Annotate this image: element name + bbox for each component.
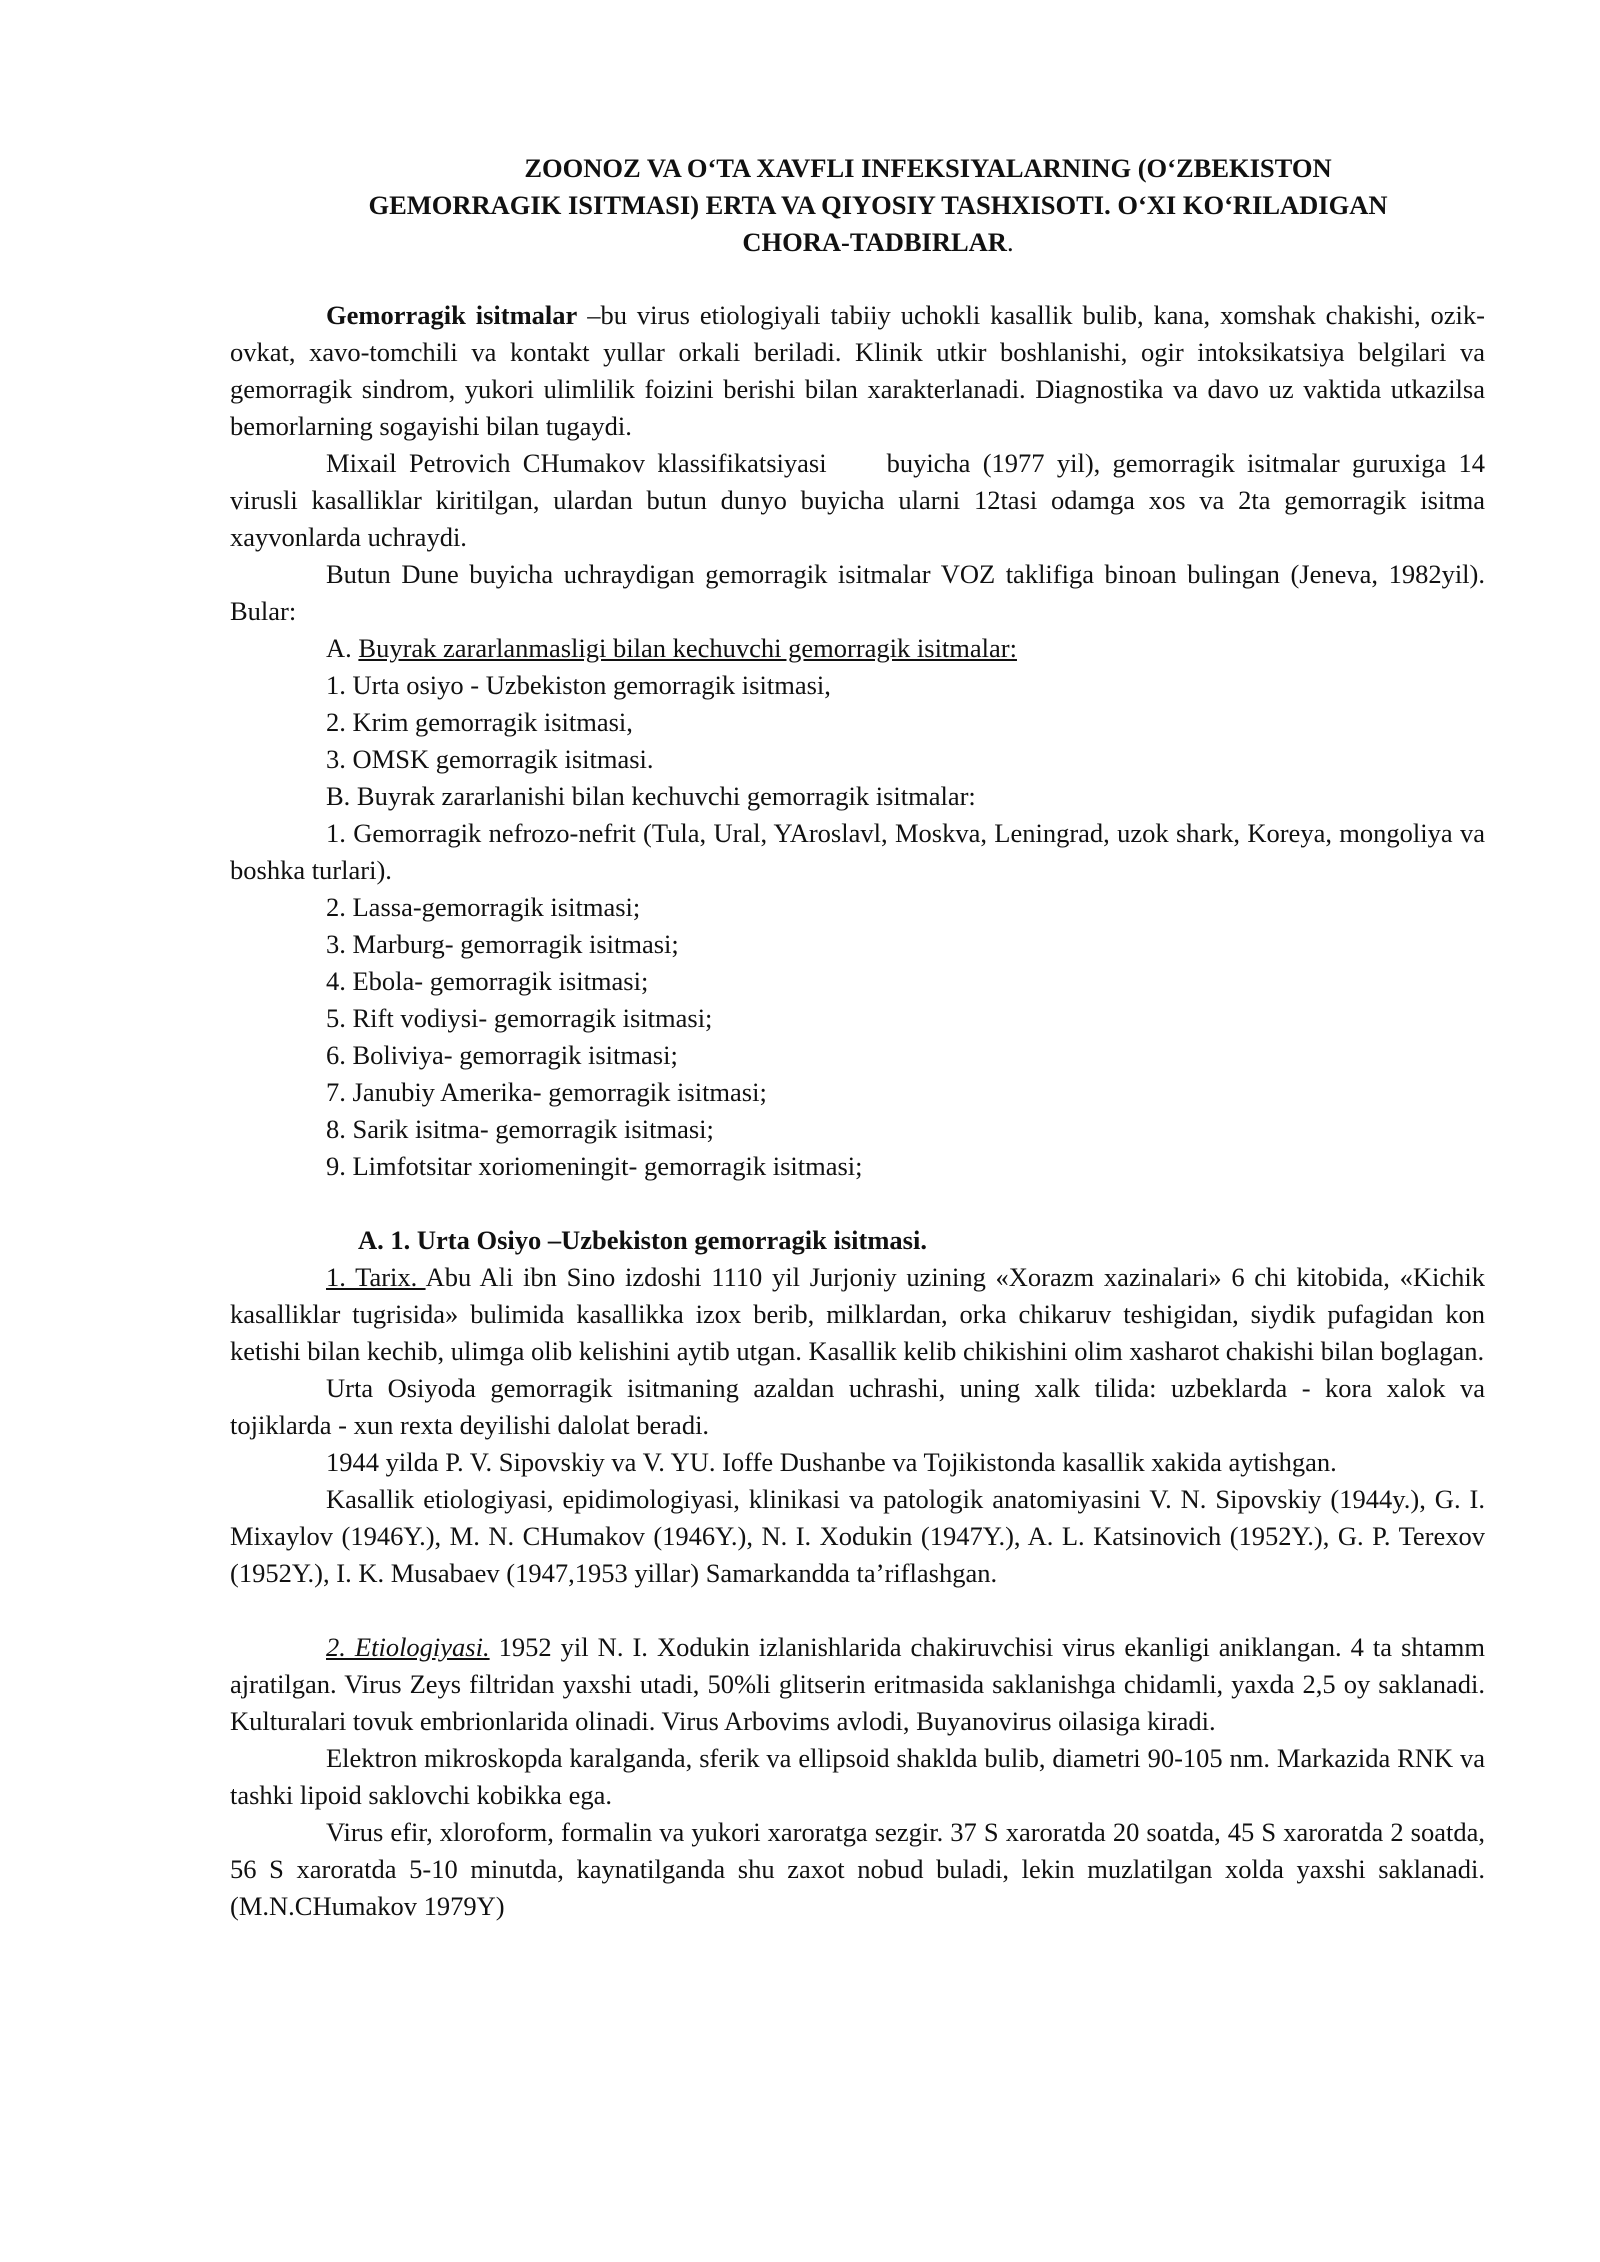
list-a-heading-text: Buyrak zararlanmasligi bilan kechuvchi gemorragik isitmalar: [358, 633, 1017, 663]
list-b-item: 5. Rift vodiysi- gemorragik isitmasi; [326, 1003, 713, 1033]
list-b-item: 3. Marburg- gemorragik isitmasi; [326, 929, 679, 959]
list-b-item: 1. Gemorragik nefrozo-nefrit (Tula, Ural, YAroslavl, Moskva, Leningrad, uzok shark, Koreya, mongoliya va boshka turlari). [230, 818, 1485, 885]
list-b-item: 4. Ebola- gemorragik isitmasi; [326, 966, 649, 996]
list-a-heading [230, 630, 1485, 667]
tarix-label: 1. Tarix. [326, 1262, 426, 1292]
section-a1-paragraph-7: Virus efir, xloroform, formalin va yukori xaroratga sezgir. 37 S xaroratda 20 soatda, 45 S xaroratda 2 soatda, 56 S xaroratda 5-10 minutda, kaynatilganda shu zaxot nobud buladi, lekin muzlatilgan xolda yaxshi saklanadi. (M.N.CHumakov 1979Y) [230, 1817, 1485, 1921]
document-title [228, 150, 1528, 261]
intro-paragraph-2-part-a: Mixail Petrovich CHumakov klassifikatsiyasi [326, 448, 827, 478]
list-a-prefix: A. [326, 633, 359, 663]
list-b-heading: B. Buyrak zararlanishi bilan kechuvchi gemorragik isitmalar: [326, 781, 976, 811]
list-b-item: 9. Limfotsitar xoriomeningit- gemorragik isitmasi; [326, 1151, 863, 1181]
etiologiyasi-paragraph [230, 1629, 1485, 1740]
list-b-item: 2. Lassa-gemorragik isitmasi; [326, 892, 641, 922]
intro-paragraph-2-part-b: buyicha (1977 yil), gemorragik isitmalar guruxiga 14 virusli kasalliklar kiritilgan, ulardan butun dunyo buyicha ularni 12tasi odamga xos va 2ta gemorragik isitma xayvonlarda uchraydi. [230, 448, 1485, 552]
intro-paragraph-3: Butun Dune buyicha uchraydigan gemorragik isitmalar VOZ taklifiga binoan bulingan (Jeneva, 1982yil). Bular: [230, 559, 1485, 626]
title-line-1: ZOONOZ VA OʻTA XAVFLI INFEKSIYALARNING (OʻZBEKISTON [524, 153, 1332, 183]
term-gemorragik-isitmalar: Gemorragik isitmalar [326, 300, 578, 330]
title-line-2: GEMORRAGIK ISITMASI) ERTA VA QIYOSIY TASHXISOTI. OʻXI KOʻRILADIGAN [368, 190, 1388, 220]
section-a1-paragraph-6: Elektron mikroskopda karalganda, sferik va ellipsoid shaklda bulib, diametri 90-105 nm. Markazida RNK va tashki lipoid saklovchi kobikka ega. [230, 1743, 1485, 1810]
list-b-item: 6. Boliviya- gemorragik isitmasi; [326, 1040, 678, 1070]
intro-paragraph-2 [230, 445, 1485, 556]
title-line-3 [228, 224, 1528, 261]
section-a1-paragraph-3: 1944 yilda P. V. Sipovskiy va V. YU. Ioffe Dushanbe va Tojikistonda kasallik xakida aytishgan. [326, 1447, 1337, 1477]
list-a-item: 3. OMSK gemorragik isitmasi. [326, 744, 654, 774]
intro-paragraph-1 [230, 297, 1485, 445]
list-a-item: 1. Urta osiyo - Uzbekiston gemorragik isitmasi, [326, 670, 831, 700]
title-line-3-period: . [1006, 227, 1014, 257]
intro-paragraph-1-text: –bu virus etiologiyali tabiiy uchokli kasallik bulib, kana, xomshak chakishi, ozik-ovkat, xavo-tomchili va kontakt yullar orkali beriladi. Klinik utkir boshlanishi, ogir intoksikatsiya belgilari va gemorragik sindrom, yukori ulimlilik foizini berishi bilan xarakterlanadi. Diagnostika va davo uz vaktida utkazilsa bemorlarning sogayishi bilan tugaydi. [230, 300, 1485, 441]
list-a-item: 2. Krim gemorragik isitmasi, [326, 707, 633, 737]
section-a1-heading: A. 1. Urta Osiyo –Uzbekiston gemorragik isitmasi. [358, 1225, 927, 1255]
section-a1-paragraph-4: Kasallik etiologiyasi, epidimologiyasi, klinikasi va patologik anatomiyasini V. N. Sipovskiy (1944y.), G. I. Mixaylov (1946Y.), M. N. CHumakov (1946Y.), N. I. Xodukin (1947Y.), A. L. Katsinovich (1952Y.), G. P. Terexov (1952Y.), I. K. Musabaev (1947,1953 yillar) Samarkandda ta’riflashgan. [230, 1484, 1485, 1588]
section-a1-paragraph-2: Urta Osiyoda gemorragik isitmaning azaldan uchrashi, uning xalk tilida: uzbeklarda - kora xalok va tojiklarda - xun rexta deyilishi dalolat beradi. [230, 1373, 1485, 1440]
title-line-3-text: CHORA-TADBIRLAR [742, 227, 1007, 257]
list-b-item: 8. Sarik isitma- gemorragik isitmasi; [326, 1114, 714, 1144]
list-b-item: 7. Janubiy Amerika- gemorragik isitmasi; [326, 1077, 767, 1107]
tarix-paragraph [230, 1259, 1485, 1370]
etiologiyasi-text: 1952 yil N. I. Xodukin izlanishlarida chakiruvchisi virus ekanligi aniklangan. 4 ta shtamm ajratilgan. Virus Zeys filtridan yaxshi utadi, 50%li glitserin eritmasida saklanishga chidamli, yaxda 2,5 oy saklanadi. Kulturalari tovuk embrionlarida olinadi. Virus Arbovims avlodi, Buyanovirus oilasiga kiradi. [230, 1632, 1485, 1736]
document-body [230, 297, 1485, 1925]
tarix-text: Abu Ali ibn Sino izdoshi 1110 yil Jurjoniy uzining «Xorazm xazinalari» 6 chi kitobida, «Kichik kasalliklar tugrisida» bulimida kasallikka izox berib, milklardan, orka chikaruv teshigidan, siydik pufagidan kon ketishi bilan kechib, ulimga olib kelishini aytib utgan. Kasallik kelib chikishini olim xasharot chakishi bilan boglagan. [230, 1262, 1485, 1366]
etiologiyasi-label: 2. Etiologiyasi. [326, 1632, 490, 1662]
